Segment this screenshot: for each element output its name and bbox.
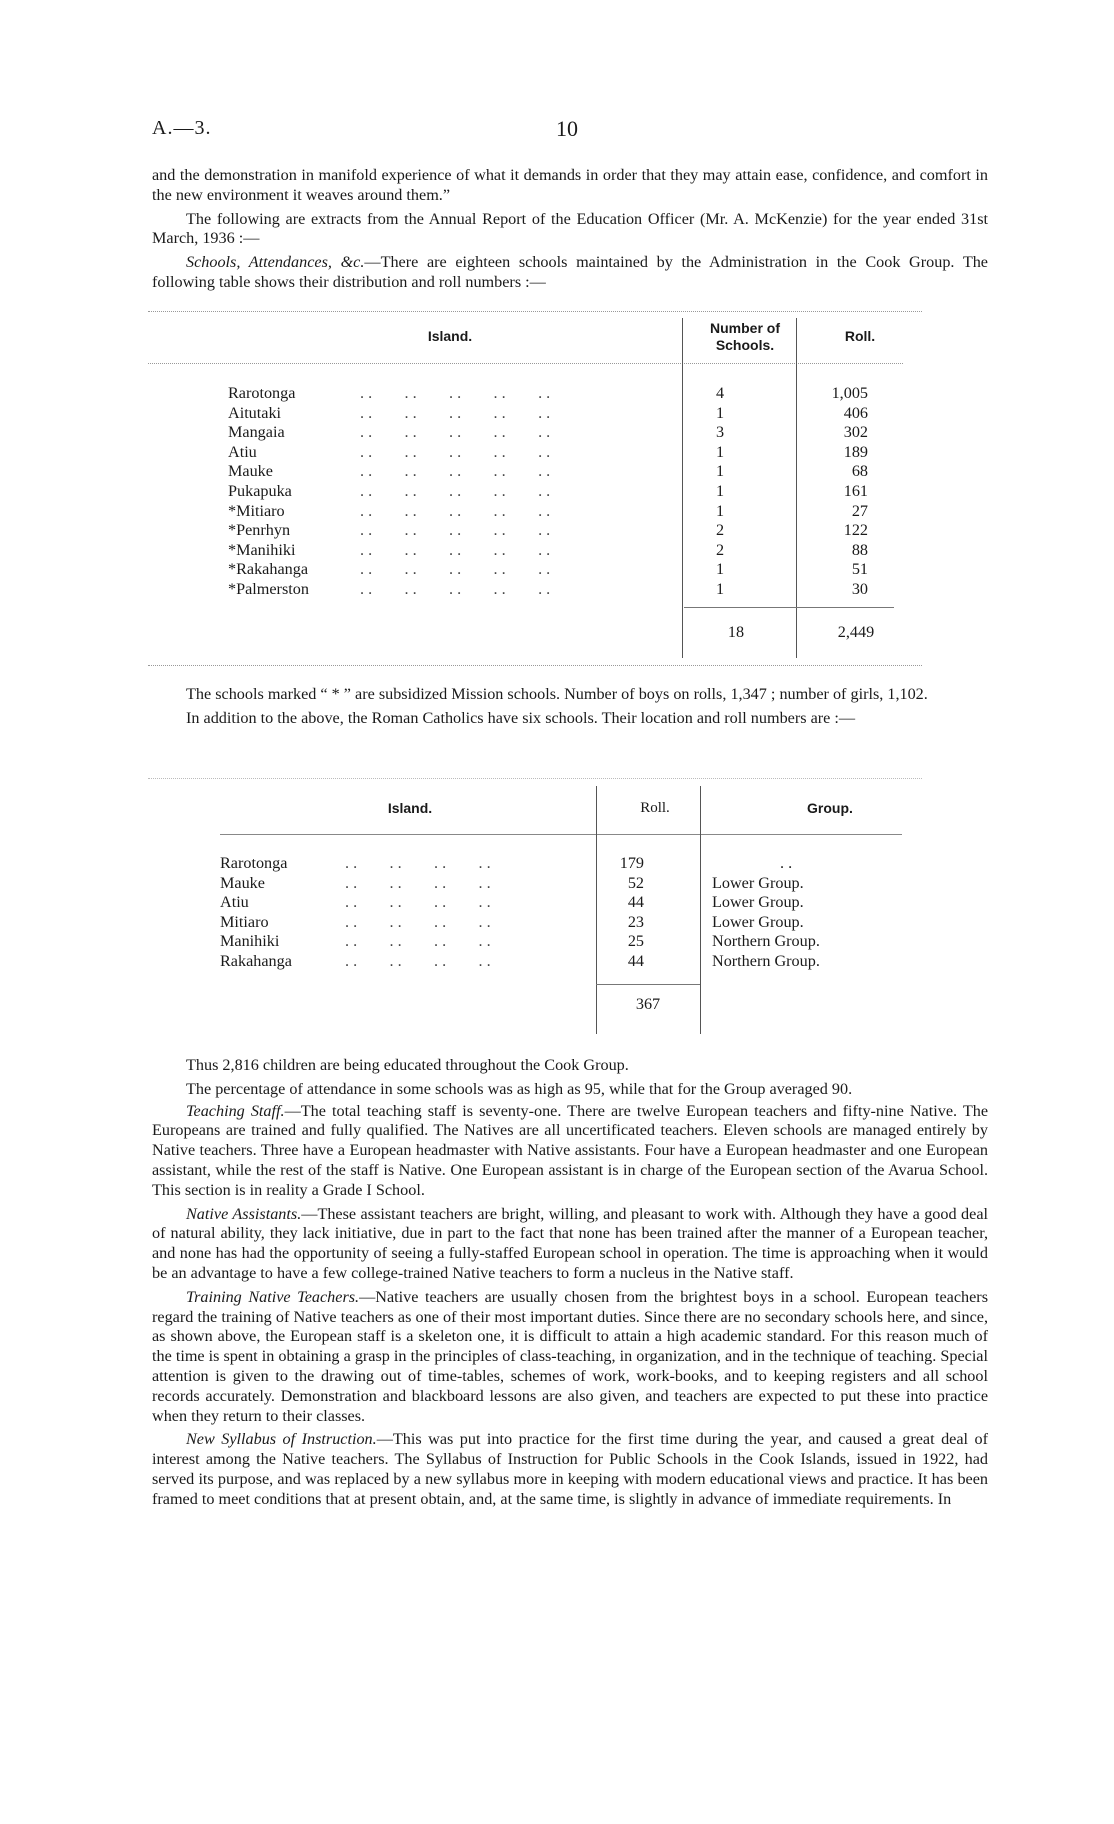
new-syllabus-paragraph [152,1430,988,1509]
island-name: Aitutaki [228,403,282,422]
table1-total-roll: 2,449 [837,623,875,641]
section-heading-training: Training Native Teachers. [186,1287,360,1306]
table1-total-rule [684,607,894,608]
mission-schools-paragraph: The schools marked “ * ” are subsidized Mission schools. Number of boys on rolls, 1,347 ; number of girls, 1,102. [186,685,928,703]
leader-dots: . . . . . . . . . . [360,521,551,540]
section-heading-schools: Schools, Attendances, &c. [186,253,365,272]
leader-dots: . . . . . . . . [345,873,491,892]
leader-dots: . . . . . . . . . . [360,384,551,402]
leader-dots: . . . . . . . . [345,952,491,970]
native-assistants-text: —These assistant teachers are bright, willing, and pleasant to work with. Although they have a good deal of natural ability, they lack initiative, due in part to the fact that none has been trained after the manner of a European teacher, and none has had the opportunity of seeing a fully-staffed European school in operation. The time is approaching when it would be an advantage to have a few college-trained Native teachers to form a nucleus in the Native staff. [152,1204,989,1282]
roll-count: 51 [851,560,868,579]
roll-count: 179 [619,854,644,872]
leader-dots: . . . . . . . . . . [360,403,551,422]
roll-count: 406 [843,403,868,422]
roll-count: 27 [851,501,868,520]
group-name: . . [780,854,793,872]
island-name: *Mitiaro [228,501,285,520]
document-reference: A.—3. [152,117,212,139]
leader-dots: . . . . . . . . . . [360,462,551,481]
body-section [152,1056,988,1510]
island-name: Rarotonga [220,854,288,872]
group-name: Northern Group. [712,932,820,951]
table1-header-rule [148,363,903,364]
island-name: Rakahanga [220,952,292,970]
table1-header-roll: Roll. [844,328,876,344]
leader-dots: . . . . . . . . . . [360,442,551,461]
leader-dots: . . . . . . . . [345,932,491,951]
intro-paragraph-schools-text: —There are eighteen schools maintained by the Administration in the Cook Group. The following table shows their distribution and roll numbers :— [152,253,988,291]
leader-dots: . . . . . . . . [345,912,491,931]
group-name: Lower Group. [712,912,804,931]
schools-count: 2 [715,540,725,559]
island-name: Mauke [220,873,265,892]
group-name: Lower Group. [712,893,804,912]
roll-count: 23 [627,912,644,931]
roll-count: 68 [851,462,868,481]
schools-count: 1 [715,501,725,520]
schools-count: 4 [715,384,725,402]
schools-count: 2 [715,521,725,540]
roll-count: 25 [627,932,644,951]
intro-paragraph-extracts: The following are extracts from the Annual Report of the Education Officer (Mr. A. McKenzie) for the year ended 31st March, 1936 :— [152,209,988,248]
island-name: *Palmerston [228,580,309,598]
table1-header-schools-line1: Number of [710,320,780,336]
island-name: Atiu [220,893,249,912]
island-name: *Manihiki [228,540,296,559]
roll-count: 122 [843,521,868,540]
table1-top-rule [148,311,922,312]
roll-count: 30 [851,580,868,598]
new-syllabus-text: —This was put into practice for the first time during the year, and caused a great deal of interest among the Native teachers. The Syllabus of Instruction for Public Schools in the Cook Islands, issued in 1922, had served its purpose, and was replaced by a new syllabus more in keeping with modern educational views and practice. It has been framed to meet conditions that at present obtain, and, at the same time, is slightly in advance of immediate requirements. In [152,1430,988,1508]
total-children-paragraph: Thus 2,816 children are being educated throughout the Cook Group. [186,1056,629,1074]
intro-section [152,166,988,293]
table1-bottom-rule [148,665,922,666]
schools-count: 1 [715,482,725,500]
roll-count: 52 [627,873,644,892]
group-name: Northern Group. [712,952,820,970]
group-name: Lower Group. [712,873,804,892]
training-native-teachers-paragraph [152,1288,988,1427]
leader-dots: . . . . . . . . . . [360,501,551,520]
leader-dots: . . . . . . . . . . [360,482,551,500]
intro-paragraph-continuation: and the demonstration in manifold experience of what it demands in order that they may attain ease, confidence, and comfort in the new environment it weaves around them.” [152,166,988,204]
table2-total-rule [596,984,700,985]
schools-count: 1 [715,403,725,422]
roll-count: 302 [843,423,868,442]
table2-header-island: Island. [387,800,433,816]
middle-section [152,685,988,729]
intro-paragraph-schools [152,253,988,293]
roll-count: 189 [843,442,868,461]
table2-header-rule [220,834,902,835]
section-heading-native-assistants: Native Assistants. [186,1204,302,1223]
schools-count: 1 [715,462,725,481]
schools-count: 1 [715,580,725,598]
leader-dots: . . . . . . . . . . [360,540,551,559]
island-name: Manihiki [220,932,280,951]
island-name: Mauke [228,462,273,481]
table2-top-rule [148,778,922,779]
table2-col-divider-2 [700,786,701,1034]
island-name: Mangaia [228,423,285,442]
table2-col-divider-1 [596,786,597,1034]
table1-header-schools-line2: Schools. [715,337,775,353]
section-heading-new-syllabus: New Syllabus of Instruction. [186,1430,377,1449]
schools-count: 1 [715,560,725,579]
training-native-teachers-text: —Native teachers are usually chosen from the brightest boys in a school. European teachers regard the training of Native teachers as one of their most important duties. Since there are no secondary schools here, and since, as shown above, the European staff is a skeleton one, it is difficult to attain a high academic standard. For this reason much of the time is spent in obtaining a grasp in the principles of class-teaching, in organization, and in the technique of teaching. Special attention is given to the drawing out of time-tables, schemes of work, work-books, and to keeping registers and all school records accurately. Demonstration and blackboard lessons are also given, and teachers are expected to put these into practice when they return to their classes. [152,1287,988,1425]
leader-dots: . . . . . . . . . . [360,560,551,579]
island-name: Atiu [228,442,257,461]
island-name: Rarotonga [228,384,296,402]
leader-dots: . . . . . . . . . . [360,423,551,442]
page-number: 10 [556,116,578,141]
table1-col-divider-1 [682,318,683,658]
table2-header-roll: Roll. [640,800,670,816]
table2-header-group: Group. [807,800,853,816]
leader-dots: . . . . . . . . . . [360,580,551,598]
schools-count: 3 [715,423,725,442]
schools-count: 1 [715,442,725,461]
roll-count: 44 [627,952,644,970]
island-name: Mitiaro [220,912,269,931]
roll-count: 1,005 [831,384,868,402]
attendance-paragraph: The percentage of attendance in some schools was as high as 95, while that for the Group averaged 90. [186,1079,853,1098]
native-assistants-paragraph [152,1205,988,1284]
table2-total-roll: 367 [635,995,661,1013]
island-name: *Penrhyn [228,521,291,540]
section-heading-teaching-staff: Teaching Staff. [186,1101,285,1120]
roll-count: 88 [851,540,868,559]
table1-total-schools: 18 [727,623,745,641]
catholic-schools-paragraph: In addition to the above, the Roman Catholics have six schools. Their location and roll numbers are :— [186,708,856,727]
leader-dots: . . . . . . . . [345,854,491,872]
leader-dots: . . . . . . . . [345,893,491,912]
teaching-staff-text: —The total teaching staff is seventy-one. There are twelve European teachers and fifty-nine Native. The Europeans are trained and fully qualified. The Natives are all uncertificated teachers. Eleven schools are managed entirely by Native teachers. Three have a European headmaster with Native assistants. Four have a European headmaster and one European assistant, while the rest of the staff is Native. One European assistant is in charge of the European section of the Avarua School. This section is in reality a Grade I School. [152,1101,989,1199]
roll-count: 44 [627,893,644,912]
island-name: *Rakahanga [228,560,309,579]
teaching-staff-paragraph [152,1102,988,1201]
table1-header-island: Island. [427,328,473,344]
island-name: Pukapuka [228,482,292,500]
roll-count: 161 [843,482,868,500]
